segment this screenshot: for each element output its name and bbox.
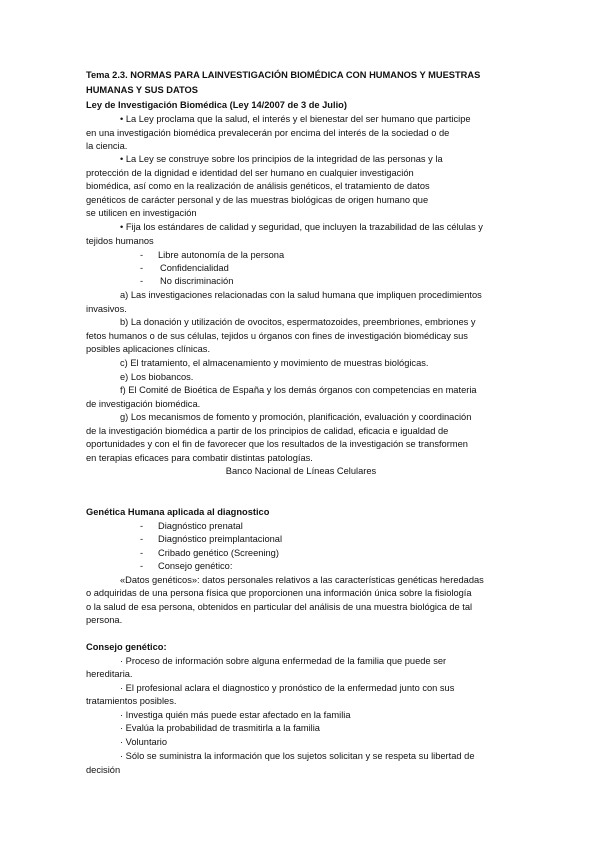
item-b-line-2: fetos humanos o de sus células, tejidos u órganos con fines de investigación biomédicay sus [86,331,468,341]
paragraph-ley-principios-line-3: biomédica, así como en la realización de análisis genéticos, el tratamiento de datos [86,181,430,191]
item-g-line-2: de la investigación biomédica a partir de los principios de calidad, eficacia e igualdad de [86,426,449,436]
principle-item: No discriminación [160,276,234,286]
principle-item: Confidencialidad [160,263,229,273]
genetica-heading: Genética Humana aplicada al diagnostico [86,507,270,517]
datos-geneticos-line-4: persona. [86,615,123,625]
genetica-list-item: Consejo genético: [158,561,233,571]
document-title-line-1: Tema 2.3. NORMAS PARA LAINVESTIGACIÓN BIOMÉDICA CON HUMANOS Y MUESTRAS [86,70,481,80]
list-dash: - [140,561,144,571]
item-a-line-1: a) Las investigaciones relacionadas con la salud humana que impliquen procedimientos [120,290,482,300]
document-title-line-2: HUMANAS Y SUS DATOS [86,85,198,95]
list-dash: - [140,276,144,286]
datos-geneticos-line-1: «Datos genéticos»: datos personales relativos a las características genéticas heredadas [120,575,484,585]
genetica-list-item: Diagnóstico preimplantacional [158,534,283,544]
item-a-line-2: invasivos. [86,304,127,314]
paragraph-ley-principios-line-4: genéticos de carácter personal y de las muestras biológicas de origen humano que [86,195,429,205]
consejo-item-2-line-1: · El profesional aclara el diagnostico y pronóstico de la enfermedad junto con sus [120,683,455,693]
consejo-item-5: · Voluntario [120,737,168,747]
paragraph-ley-principios-line-2: protección de la dignidad e identidad del ser humano en cualquier investigación [86,168,414,178]
datos-geneticos-line-2: o adquiridas de una persona física que proporcionen una información única sobre la fisiología [86,588,472,598]
item-g-line-4: en terapias eficaces para combatir distintas patologías. [86,453,313,463]
banco-nacional-heading: Banco Nacional de Líneas Celulares [225,466,377,476]
paragraph-estandares-line-2: tejidos humanos [86,236,154,246]
paragraph-estandares-line-1: • Fija los estándares de calidad y seguridad, que incluyen la trazabilidad de las células y [120,222,483,232]
list-dash: - [140,548,144,558]
list-dash: - [140,534,144,544]
item-b-line-1: b) La donación y utilización de ovocitos, espermatozoides, preembriones, embriones y [120,317,476,327]
paragraph-ley-principios-line-5: se utilicen en investigación [86,208,197,218]
list-dash: - [140,521,144,531]
consejo-item-6-line-1: · Sólo se suministra la información que los sujetos solicitan y se respeta su libertad de [120,751,475,761]
consejo-item-4: · Evalúa la probabilidad de trasmitirla a la familia [120,723,320,733]
principle-item: Libre autonomía de la persona [158,250,285,260]
list-dash: - [140,250,144,260]
list-dash: - [140,263,144,273]
paragraph-ley-salud-line-2: en una investigación biomédica prevalecerán por encima del interés de la sociedad o de [86,128,450,138]
consejo-item-1-line-2: hereditaria. [86,669,133,679]
item-g-line-3: oportunidades y con el fin de favorecer que los resultados de la investigación se transformen [86,439,468,449]
item-c: c) El tratamiento, el almacenamiento y movimiento de muestras biológicas. [120,358,429,368]
item-f-line-1: f) El Comité de Bioética de España y los demás órganos con competencias en materia [120,385,477,395]
item-f-line-2: de investigación biomédica. [86,399,201,409]
genetica-list-item: Cribado genético (Screening) [158,548,279,558]
consejo-heading: Consejo genético: [86,642,167,652]
paragraph-ley-salud-line-3: la ciencia. [86,141,128,151]
datos-geneticos-line-3: o la salud de esa persona, obtenidos en particular del análisis de una muestra biológica de tal [86,602,473,612]
consejo-item-2-line-2: tratamientos posibles. [86,696,177,706]
consejo-item-1-line-1: · Proceso de información sobre alguna enfermedad de la familia que puede ser [120,656,447,666]
consejo-item-6-line-2: decisión [86,765,121,775]
item-e: e) Los biobancos. [120,372,194,382]
ley-heading: Ley de Investigación Biomédica (Ley 14/2007 de 3 de Julio) [86,100,347,110]
consejo-item-3: · Investiga quién más puede estar afectado en la familia [120,710,351,720]
paragraph-ley-principios-line-1: • La Ley se construye sobre los principios de la integridad de las personas y la [120,154,443,164]
paragraph-ley-salud-line-1: • La Ley proclama que la salud, el interés y el bienestar del ser humano que participe [120,114,471,124]
item-g-line-1: g) Los mecanismos de fomento y promoción, planificación, evaluación y coordinación [120,412,472,422]
item-b-line-3: posibles aplicaciones clínicas. [86,344,211,354]
genetica-list-item: Diagnóstico prenatal [158,521,243,531]
